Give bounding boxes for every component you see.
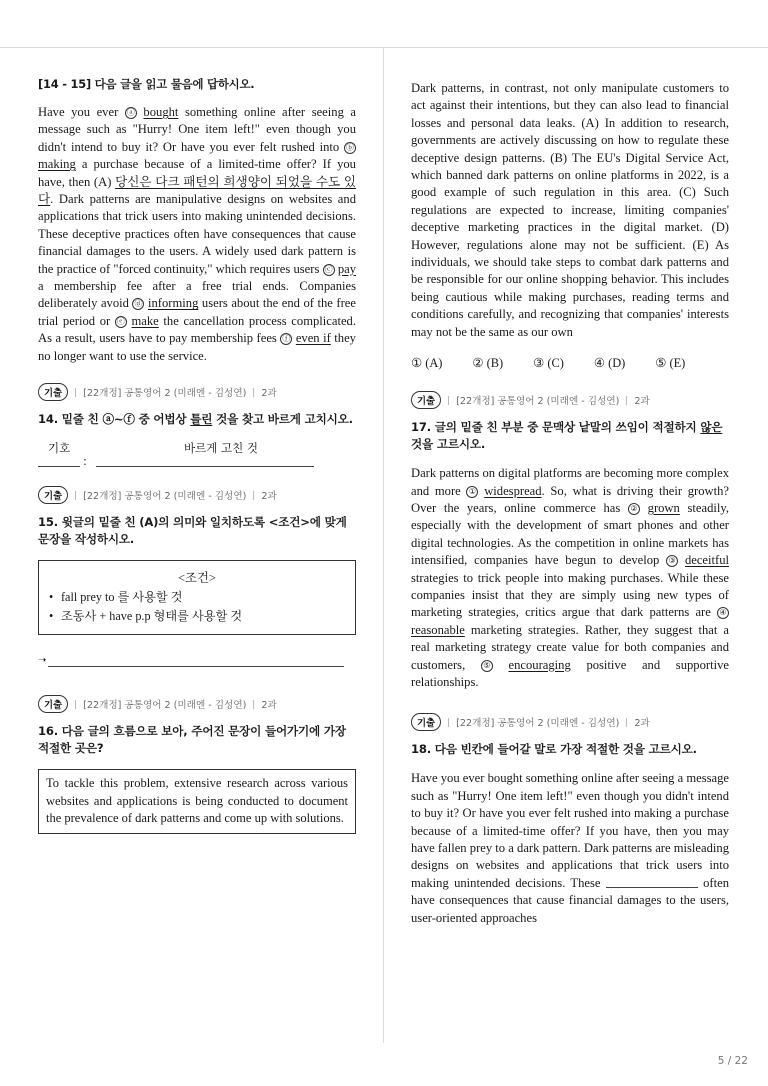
source-text: [22개정] 공통영어 2 (미래엔 - 김성연) [456,718,620,730]
underlined-f: even if [295,331,331,346]
q14-title [38,411,356,428]
arrow-icon: ➝ [38,655,47,667]
answer-blank[interactable] [48,666,344,667]
passage-text: Have you ever bought something online after seeing a message such as "Hurry! One item left!" even though you didn't intend to buy it? Or have you ever felt rushed into making a purchase because of a limited-time offer? If you have, then you may have fallen prey to a dark pattern. Dark patterns are misleading designs on websites and applications that trick users into making unintended decisions. These [411,771,729,890]
passage-16: Dark patterns, in contrast, not only manipulate customers to act against their intentions, but they can also lead to financial losses and personal data leaks. (A) In addition to research, governments are actively discussing on how to regulate these deceptive design patterns. (B) The EU's Digital Service Act, which banned dark patterns on online platforms in 2022, is a good example of such regulation in this area. (C) Such regulations are expected to increase, limiting companies' deceptive marketing practices in the digital market. (D) However, regulations alone may not be sufficient. (E) As individuals, we should take steps to combat dark patterns and be responsible for our online shopping behavior. This includes being cautious while making purchases, reading terms and conditions carefully, and recognizing that companies' interests may not be the same as our own [411,81,729,339]
choice-1[interactable]: ① (A) [411,356,443,371]
meta-separator [626,718,627,727]
source-tag: 기출 [411,713,441,731]
answer-blank[interactable] [606,878,698,888]
bullet-icon: • [49,590,54,605]
condition-item [49,607,345,626]
meta-separator [448,396,449,405]
passage-text: Dark patterns on digital platforms are becoming more complex and more [411,466,729,498]
q17-title [411,419,729,453]
passage-text: they no longer want to use the service. [38,331,356,363]
passage-text: strategies to trick people into making purchases. While these companies insist that they are simply using new types of marketing strategies, critics argue that dark patterns are [411,570,729,620]
choice-5[interactable]: ⑤ (E) [655,356,686,371]
lesson-text: 2과 [634,718,650,730]
q17-title-underlined: 않은 [700,420,723,435]
choice-3[interactable]: ③ (C) [533,356,564,371]
q16-title: 16. 다음 글의 흐름으로 보아, 주어진 문장이 들어가기에 가장 적절한 곳은? [38,724,346,756]
conditions-title: <조건> [178,571,216,586]
mark-5: ⑤ [481,660,493,672]
source-text: [22개정] 공통영어 2 (미래엔 - 김성연) [83,491,247,503]
passage-text: positive and supportive relationships. [411,657,729,689]
q17-title-text: 것을 고르시오. [411,437,486,452]
passage-text: . So, what is driving their growth? Over the years, online commerce has [411,483,729,515]
passage-text: a purchase because of a limited-time offer? If you have, then (A) [38,157,356,189]
passage-text: a membership fee after a free trial ends. Companies deliberately avoid [38,279,356,311]
source-tag: 기출 [38,695,68,713]
mark-f: ⓕ [282,334,291,344]
meta-separator [626,396,627,405]
q15-answer-area [38,657,356,669]
conditions-box [38,560,356,635]
source-text: [22개정] 공통영어 2 (미래엔 - 김성연) [83,700,247,712]
answer-colon: : [83,454,87,469]
meta-separator [253,388,254,397]
q15-title: 15. 윗글의 밑줄 친 (A)의 의미와 일치하도록 <조건>에 맞게 문장을 작성하시오. [38,515,347,547]
column-divider [383,48,384,1043]
q14-title-underlined: 틀린 [190,412,213,427]
q14-title-text: 것을 찾고 바르게 고치시오. [216,412,353,427]
underlined-4: reasonable [411,622,465,637]
underlined-c: pay [337,261,357,276]
lesson-text: 2과 [261,491,277,503]
underlined-2: grown [647,500,680,515]
passage-text: Have you ever [38,105,119,119]
passage-text: marketing strategies. Rather, they suggest that a real marketing strategy create value for both companies and customers, [411,622,730,672]
underlined-3: deceitful [684,553,729,568]
left-column [38,76,356,834]
underlined-5: encouraging [508,657,571,672]
q16-choices [411,355,729,371]
meta-separator [448,718,449,727]
choice-2[interactable]: ② (B) [472,356,504,371]
passage-18 [411,770,729,927]
given-sentence-box: To tackle this problem, extensive research across various websites and applications is being conducted to document the prevalence of dark patterns and come up with solutions. [38,769,356,834]
source-text: [22개정] 공통영어 2 (미래엔 - 김성연) [456,396,620,408]
source-tag: 기출 [38,486,68,504]
underlined-b: making [38,157,76,172]
condition-item [49,588,345,607]
q14-answer-area [38,440,356,480]
lesson-text: 2과 [261,388,277,400]
symbol-blank[interactable] [38,466,80,467]
q17-meta [411,391,729,409]
mark-c: ⓒ [324,264,333,274]
source-tag: 기출 [411,391,441,409]
q18-meta [411,713,729,731]
meta-separator [75,700,76,709]
passage-17 [411,465,729,691]
condition-text: fall prey to 를 사용할 것 [61,590,183,605]
q17-title-text: 17. 글의 밑줄 친 부분 중 문맥상 낱말의 쓰임이 적절하지 [411,420,697,435]
source-tag: 기출 [38,383,68,401]
mark-b: ⓑ [346,142,354,152]
mark-3: ③ [666,555,678,567]
bullet-icon: • [49,609,54,624]
underlined-e: make [131,313,159,328]
right-column [411,80,729,927]
mark-4: ④ [717,607,729,619]
choice-4[interactable]: ④ (D) [593,356,626,371]
header-rule [0,47,768,48]
section-header: [14 - 15] 다음 글을 읽고 물음에 답하시오. [38,77,255,91]
underlined-A: 당신은 다크 패턴의 희생양이 되었을 수도 있다 [38,174,357,207]
passage-text: something online after seeing a message such as "Hurry! One item left!" even though you didn't intend to buy it? Or have you ever felt rushed into [38,105,357,154]
underlined-d: informing [148,296,199,311]
passage-text: often have consequences that cause financial damages to the users, user-oriented approaches [411,875,730,925]
correction-blank[interactable] [96,466,314,467]
condition-text: 조동사 + have p.p 형태를 사용할 것 [61,609,243,624]
source-text: [22개정] 공통영어 2 (미래엔 - 김성연) [83,388,247,400]
passage-text: steadily, especially with the development of smart phones and other digital technologies. As the competition in online markets has intensified, companies have begun to develop [411,500,730,568]
page-number: 5 / 22 [717,1055,748,1067]
meta-separator [253,700,254,709]
passage-text: the cancellation process complicated. As a result, users have to pay membership fees [38,313,356,346]
underlined-a: bought [143,105,179,119]
correction-label: 바르게 고친 것 [184,441,258,456]
mark-2: ② [628,503,640,515]
q14-meta [38,383,356,401]
mark-e: ⓔ [116,316,125,326]
underlined-1: widespread [484,483,542,498]
lesson-text: 2과 [261,700,277,712]
mark-d: ⓓ [134,299,143,309]
passage-14-15 [38,104,356,365]
q16-meta [38,695,356,713]
symbol-label: 기호 [48,441,71,456]
passage-text: . Dark patterns are manipulative designs on websites and applications that trick users into making unintended decisions. These deceptive practices often have consequences that cause financial damages to the users. A widely used dark pattern is the practice of "forced continuity," which requires users [38,192,356,276]
passage-text: users about the end of the free trial period or [38,296,356,328]
q18-title: 18. 다음 빈칸에 들어갈 말로 가장 적절한 것을 고르시오. [411,742,697,757]
lesson-text: 2과 [634,396,650,408]
mark-1: ① [466,486,478,498]
q15-meta [38,486,356,504]
meta-separator [75,388,76,397]
meta-separator [75,491,76,500]
meta-separator [253,491,254,500]
mark-a: ⓐ [126,108,135,117]
q14-title-text: 14. 밑줄 친 ⓐ~ⓕ 중 어법상 [38,412,187,427]
